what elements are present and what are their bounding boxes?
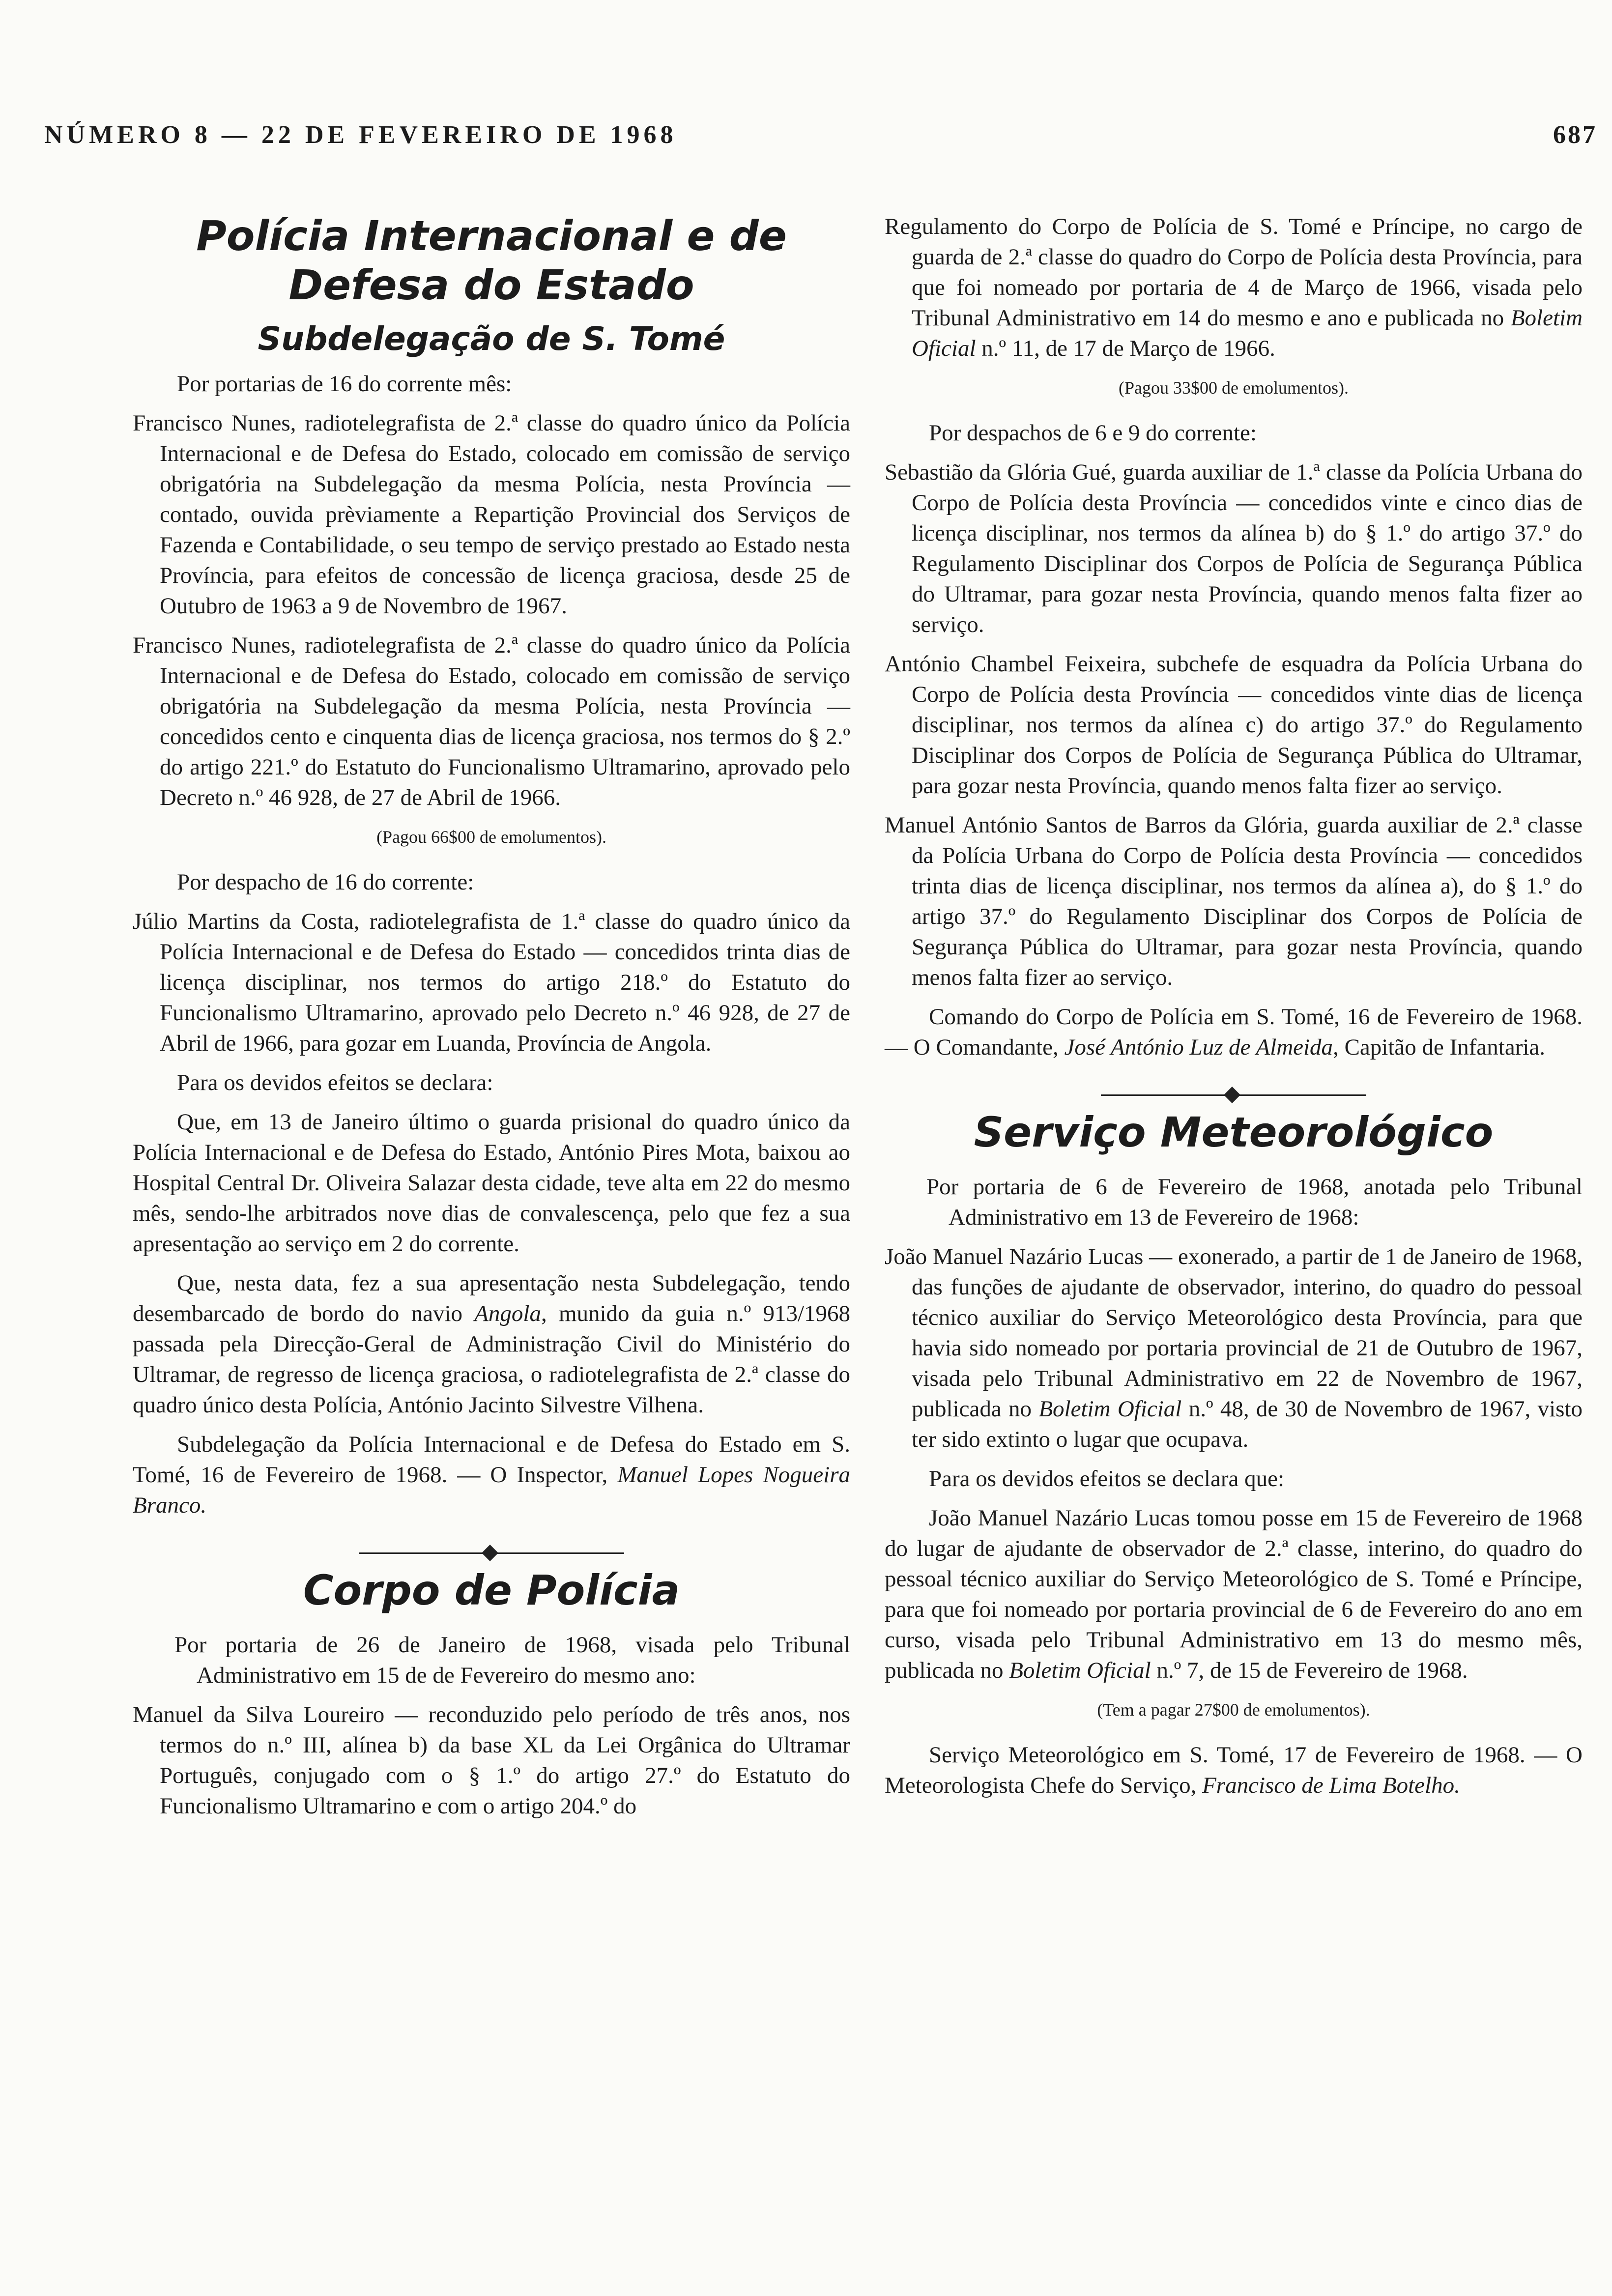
intro-portaria: Por portaria de 6 de Fevereiro de 1968, anotada pelo Tribunal Administrativo em 13 de Fevereiro de 1968: (926, 1174, 1583, 1230)
paragraph: Regulamento do Corpo de Polícia de S. Tomé e Príncipe, no cargo de guarda de 2.ª classe do quadro do Corpo de Polícia desta Província, para que foi nomeado por portaria de 4 de Março de 1966, visada pelo Tribunal Administrativo em 14 do mesmo e ano e publicada no Boletim Oficial n.º 11, de 17 de Março de 1966. (885, 214, 1583, 361)
paragraph: Júlio Martins da Costa, radiotelegrafista de 1.ª classe do quadro único da Polícia Internacional e de Defesa do Estado — concedidos trinta dias de licença disciplinar, nos termos do artigo 218.º do Estatuto do Funcionalismo Ultramarino, aprovado pelo Decreto n.º 46 928, de 27 de Abril de 1966, para gozar em Luanda, Província de Angola. (133, 909, 850, 1056)
intro-declara: Para os devidos efeitos se declara que: (929, 1466, 1285, 1492)
paragraph: João Manuel Nazário Lucas tomou posse em 15 de Fevereiro de 1968 do lugar de ajudante de observador de 2.ª classe, interino, do quadro do pessoal técnico auxiliar do Serviço Meteorológico de S. Tomé e Príncipe, para que foi nomeado por portaria provincial de 6 de Fevereiro do ano em curso, visada pelo Tribunal Administrativo em 13 do mesmo mês, publicada no Boletim Oficial n.º 7, de 15 de Fevereiro de 1968. (885, 1505, 1583, 1683)
intro-despacho: Por despacho de 16 do corrente: (177, 869, 474, 895)
paragraph: Manuel da Silva Loureiro — reconduzido pelo período de três anos, nos termos do n.º III, alínea b) da base XL da Lei Orgânica do Ultramar Português, conjugado com o § 1.º do artigo 27.º do Estatuto do Funcionalismo Ultramarino e com o artigo 204.º do (133, 1702, 850, 1819)
issue-date: NÚMERO 8 — 22 DE FEVEREIRO DE 1968 (44, 121, 677, 149)
paragraph: Sebastião da Glória Gué, guarda auxiliar de 1.ª classe da Polícia Urbana do Corpo de Polícia desta Província — concedidos vinte e cinco dias de licença disciplinar, nos termos da alínea b) do § 1.º do artigo 37.º do Regulamento Disciplinar dos Corpos de Polícia de Segurança Pública do Ultramar, para gozar nesta Província, quando menos falta fizer ao serviço. (885, 459, 1583, 637)
left-column (133, 211, 850, 1830)
ship-name: Angola (474, 1301, 541, 1326)
page-header (44, 120, 1597, 160)
intro-declara: Para os devidos efeitos se declara: (177, 1070, 493, 1095)
paragraph: João Manuel Nazário Lucas — exonerado, a partir de 1 de Janeiro de 1968, das funções de ajudante de observador, interino, do quadro do pessoal técnico auxiliar do Serviço Meteorológico desta Província, para que havia sido nomeado por portaria provincial de 21 de Outubro de 1967, visada pelo Tribunal Administrativo em 22 de Novembro de 1967, publicada no Boletim Oficial n.º 48, de 30 de Novembro de 1967, visto ter sido extinto o lugar que ocupava. (885, 1244, 1583, 1452)
fee-note: (Pagou 66$00 de emolumentos). (376, 827, 606, 847)
paragraph: Francisco Nunes, radiotelegrafista de 2.ª classe do quadro único da Polícia Internacional e de Defesa do Estado, colocado em comissão de serviço obrigatória na Subdelegação da mesma Polícia, nesta Província — contado, ouvida prèviamente a Repartição Provincial dos Serviços de Fazenda e Contabilidade, o seu tempo de serviço prestado ao Estado nesta Província, para efeitos de concessão de licença graciosa, desde 25 de Outubro de 1963 a 9 de Novembro de 1967. (133, 410, 850, 619)
fee-note: (Tem a pagar 27$00 de emolumentos). (1097, 1700, 1370, 1720)
signatory-name: José António Luz de Almeida (1064, 1034, 1333, 1060)
signature: Comando do Corpo de Polícia em S. Tomé, 16 de Fevereiro de 1968. — O Comandante, José António Luz de Almeida, Capitão de Infantaria. (885, 1004, 1583, 1060)
section-title: Serviço Meteorológico (974, 1108, 1494, 1156)
org-title: Polícia Internacional e de Defesa do Estado (196, 212, 787, 309)
section-divider (1101, 1092, 1366, 1098)
section-title: Corpo de Polícia (303, 1566, 680, 1614)
fee-note: (Pagou 33$00 de emolumentos). (1119, 378, 1349, 398)
signature: Serviço Meteorológico em S. Tomé, 17 de Fevereiro de 1968. — O Meteorologista Chefe do Serviço, Francisco de Lima Botelho. (885, 1742, 1583, 1798)
paragraph: Que, nesta data, fez a sua apresentação nesta Subdelegação, tendo desembarcado de bordo do navio Angola, munido da guia n.º 913/1968 passada pela Direcção-Geral de Administração Civil do Ministério do Ultramar, de regresso de licença graciosa, o radiotelegrafista de 2.ª classe do quadro único desta Polícia, António Jacinto Silvestre Vilhena. (133, 1270, 850, 1418)
section-divider (359, 1550, 624, 1556)
signature: Subdelegação da Polícia Internacional e de Defesa do Estado em S. Tomé, 16 de Fevereiro de 1968. — O Inspector, Manuel Lopes Nogueira Branco. (133, 1432, 851, 1518)
signatory-name: Francisco de Lima Botelho. (1202, 1773, 1460, 1798)
intro-portarias: Por portarias de 16 do corrente mês: (177, 371, 512, 397)
paragraph: Que, em 13 de Janeiro último o guarda prisional do quadro único da Polícia Internacional e de Defesa do Estado, António Pires Mota, baixou ao Hospital Central Dr. Oliveira Salazar desta cidade, teve alta em 22 do mesmo mês, sendo-lhe arbitrados nove dias de convalescença, pelo que fez a sua apresentação ao serviço em 2 do corrente. (133, 1109, 850, 1257)
sub-title: Subdelegação de S. Tomé (258, 320, 725, 358)
intro-portaria: Por portaria de 26 de Janeiro de 1968, visada pelo Tribunal Administrativo em 15 de de Fevereiro do mesmo ano: (174, 1632, 850, 1688)
right-column (885, 211, 1583, 1809)
signatory-name: Manuel Lopes Nogueira Branco. (133, 1462, 851, 1518)
paragraph: Francisco Nunes, radiotelegrafista de 2.ª classe do quadro único da Polícia Internacional e de Defesa do Estado, colocado em comissão de serviço obrigatória na Subdelegação da mesma Polícia, nesta Província — concedidos cento e cinquenta dias de licença graciosa, nos termos do § 2.º do artigo 221.º do Estatuto do Funcionalismo Ultramarino, aprovado pelo Decreto n.º 46 928, de 27 de Abril de 1966. (133, 632, 850, 810)
intro-despachos: Por despachos de 6 e 9 do corrente: (929, 420, 1257, 446)
paragraph: Manuel António Santos de Barros da Glória, guarda auxiliar de 2.ª classe da Polícia Urbana do Corpo de Polícia desta Província — concedidos trinta dias de licença disciplinar, nos termos da alínea a), do § 1.º do artigo 37.º do Regulamento Disciplinar dos Corpos de Polícia de Segurança Pública do Ultramar, para gozar nesta Província, quando menos falta fizer ao serviço. (885, 812, 1583, 990)
paragraph: António Chambel Feixeira, subchefe de esquadra da Polícia Urbana do Corpo de Polícia desta Província — concedidos vinte dias de licença disciplinar, nos termos da alínea c) do artigo 37.º do Regulamento Disciplinar dos Corpos de Polícia de Segurança Pública do Ultramar, para gozar nesta Província, quando menos falta fizer ao serviço. (885, 651, 1583, 799)
page-number: 687 (1553, 121, 1597, 149)
